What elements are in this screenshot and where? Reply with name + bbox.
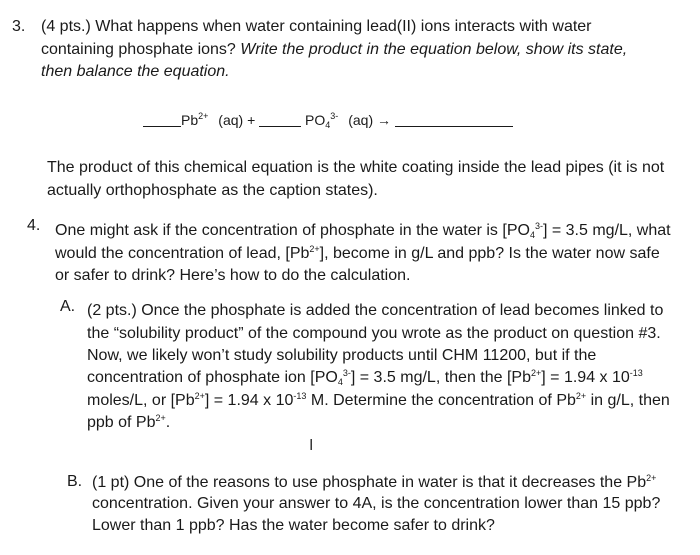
plus-sign: + [247,112,256,128]
qb-letter: B. [67,473,83,490]
qb-line-2: concentration. Given your answer to 4A, is the concentration lower than 15 ppb? [92,495,661,512]
pb-symbol: Pb [181,112,199,128]
q4-text-1b: ] = 3.5 mg/L, what [542,222,671,239]
qb-line-3: Lower than 1 ppb? Has the water become safer to drink? [92,517,495,534]
qb-pb-charge: 2+ [646,473,657,483]
qa-line-1: (2 pts.) Once the phosphate is added the concentration of lead becomes linked to [87,302,664,319]
qa-line-5 [87,391,670,411]
q4-line-3: or safer to drink? Here’s how to do the calculation. [55,267,411,284]
q4-po4-charge: 3- [534,221,543,231]
q4-po4-subscript: 4 [529,230,535,240]
q3-paragraph-2: actually orthophosphate as the caption states). [47,182,378,199]
qa-pb-charge-2: 2+ [194,391,205,401]
q4-line-1 [55,221,671,241]
qa-text-5c: M. Determine the concentration of Pb [310,392,576,409]
qa-exponent-2: -13 [293,391,307,401]
qa-text-5b: ] = 1.94 x 10 [204,392,294,409]
pb-charge: 2+ [198,111,209,121]
qb-text-1a: (1 pt) One of the reasons to use phosphate in water is that it decreases the Pb [92,474,647,491]
qa-pb-charge-3: 2+ [575,391,587,401]
aq-state-2: (aq) [348,112,374,128]
qa-letter: A. [60,298,76,315]
q4-line-2 [55,244,660,264]
q3-line-1 [41,17,592,37]
qa-line-6 [87,413,170,433]
qa-text-4a: concentration of phosphate ion [PO [87,369,338,386]
q3-number: 3. [12,18,26,35]
q3-points: (4 pts.) [41,18,91,35]
qa-text-6a: ppb of Pb [87,414,156,431]
qa-text-4c: ] = 1.94 x 10 [541,369,630,386]
q3-text-1: What happens when water containing lead(II) ions interacts with water [95,18,592,35]
qa-po4-charge: 3- [342,368,351,378]
po4-subscript: 4 [325,120,331,130]
q3-line-2 [41,40,627,60]
blank-coef-po4[interactable] [259,111,301,127]
q3-paragraph-1: The product of this chemical equation is the white coating inside the lead pipes (it is not [47,159,665,176]
blank-coef-pb[interactable] [143,111,181,127]
po4-charge: 3- [330,111,339,121]
blank-product[interactable] [395,111,513,127]
equation [143,110,513,130]
reaction-arrow: → [377,112,391,128]
q3-text-2a: containing phosphate ions? [41,41,236,58]
q4-text-1a: One might ask if the concentration of phosphate in the water is [PO [55,222,530,239]
qa-line-3: Now, we likely won’t study solubility products until CHM 11200, but if the [87,347,597,364]
q3-line-3: then balance the equation. [41,63,230,80]
q3-text-2b: Write the product in the equation below, show its state, [240,41,628,58]
qa-text-4b: ] = 3.5 mg/L, then the [Pb [350,369,531,386]
qa-exponent-1: -13 [629,368,643,378]
qa-text-5d: in g/L, then [590,392,670,409]
qa-po4-subscript: 4 [337,377,343,387]
qa-pb-charge-1: 2+ [531,368,542,378]
qa-line-2: the “solubility product” of the compound you wrote as the product on question #3. [87,325,661,342]
q4-text-2a: would the concentration of lead, [Pb [55,245,310,262]
qa-line-4 [87,368,643,388]
qa-pb-charge-4: 2+ [155,413,166,423]
po4-symbol: PO [305,112,326,128]
q4-number: 4. [27,217,41,234]
qa-text-5a: moles/L, or [Pb [87,392,195,409]
qb-line-1 [92,473,656,493]
text-cursor-icon: I [309,437,314,454]
q4-text-2b: ], become in g/L and ppb? Is the water now safe [319,245,660,262]
qa-text-6b: . [165,414,171,431]
aq-state-1: (aq) [218,112,244,128]
q4-pb-charge: 2+ [309,244,320,254]
